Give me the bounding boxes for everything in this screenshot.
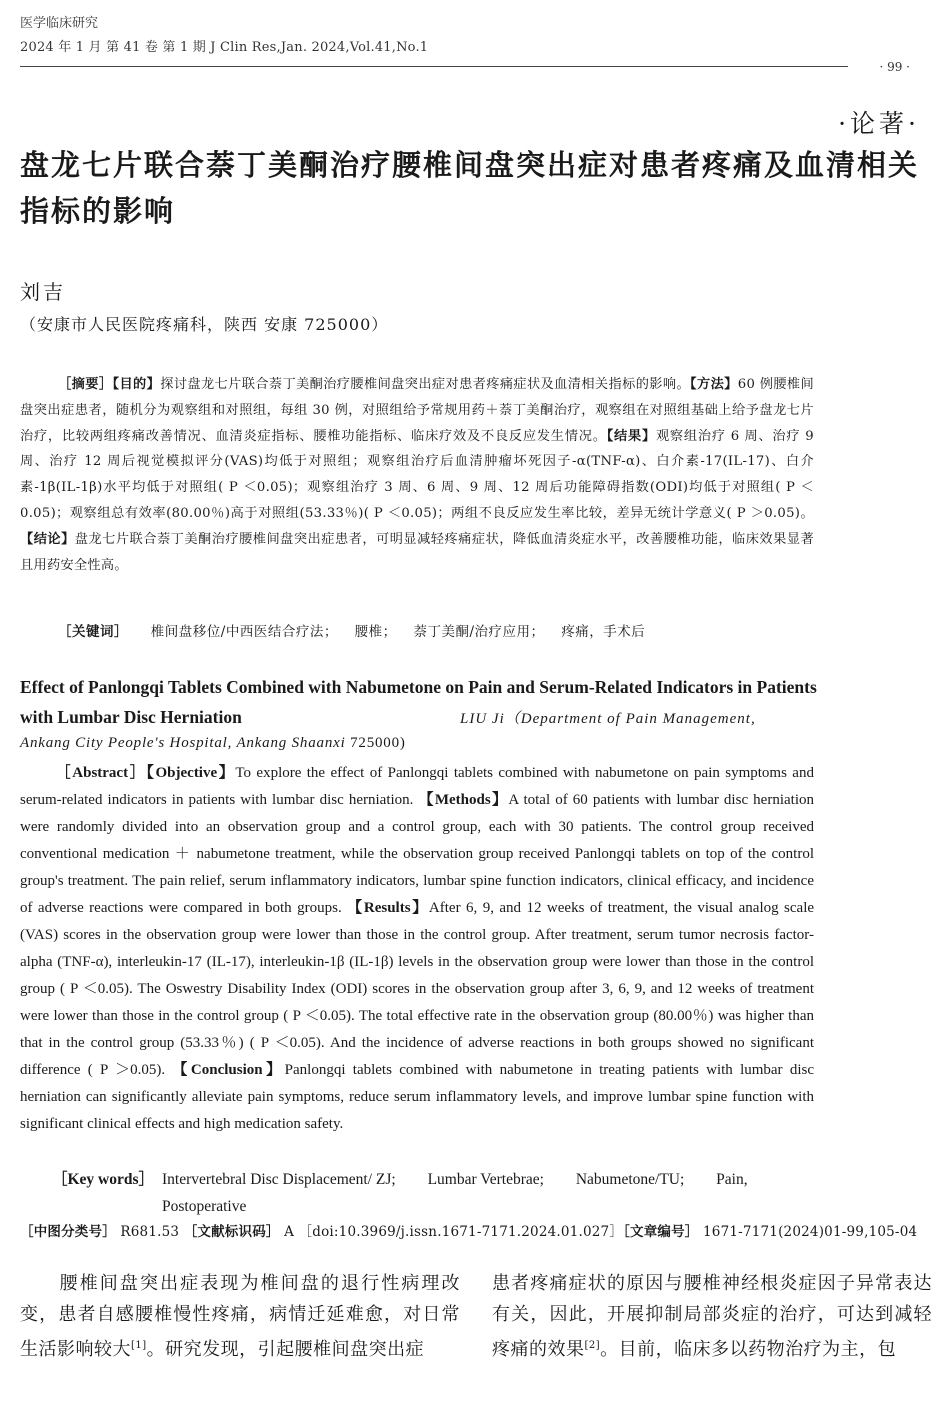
en-methods-text: A total of 60 patients with lumbar disc herniation were randomly divided into an observation group and a control group, each with 30 patients. The control group received conventional medication ＋ nabumetone treatment, while the observation group received Panlongqi tablets on top of the control group's treatment. The pain relief, serum inflammatory indicators, lumbar spine function indicators, clinical efficacy, and incidence of adverse reactions were compared in both groups. [20, 792, 814, 916]
classification-line [20, 1220, 917, 1240]
methods-text: 60 例腰椎间盘突出症患者，随机分为观察组和对照组，每组 30 例，对照组给予常规用药＋萘丁美酮治疗，观察组在对照组基础上给予盘龙七片治疗，比较两组疼痛改善情况、血清炎症指标、腰椎功能指标、临床疗效及不良反应发生情况。 [20, 377, 814, 444]
english-title: Effect of Panlongqi Tablets Combined with Nabumetone on Pain and Serum-Related Indicators in Patients with Lumbar Disc Herniation [20, 677, 817, 727]
citation-ref[interactable]: [1] [131, 1340, 147, 1351]
chinese-keywords [58, 620, 657, 640]
chinese-abstract [20, 372, 814, 578]
english-author: LIU Ji（Department of Pain Management, [460, 711, 756, 727]
results-label: 【结果】 [606, 428, 656, 444]
body-text: 患者疼痛症状的原因与腰椎神经根炎症因子异常表达有关，因此，开展抑制局部炎症的治疗，可达到减轻疼痛的效果 [492, 1273, 932, 1360]
article-title: 盘龙七片联合萘丁美酮治疗腰椎间盘突出症对患者疼痛及血清相关指标的影响 [20, 148, 920, 228]
author: 刘吉 [20, 280, 66, 304]
doi: ［doi:10.3969/j.issn.1671-7171.2024.01.027］ [298, 1224, 624, 1240]
body-text: 。研究发现，引起腰椎间盘突出症 [146, 1339, 425, 1360]
en-keyword-item: Nabumetone/TU; [575, 1171, 685, 1188]
keyword-item: 疼痛，手术后 [561, 624, 646, 640]
en-objective-text: To explore the effect of Panlongqi tablets combined with nabumetone on pain symptoms and serum-related indicators in patients with lumbar disc herniation. [20, 765, 814, 808]
doc-code-value: A [279, 1224, 299, 1240]
en-keywords-label: ［Key words］ [52, 1171, 155, 1188]
en-methods-label: 【Methods】 [418, 792, 509, 808]
objective-label: 【目的】 [112, 377, 161, 392]
en-objective-label: 【Objective】 [146, 765, 236, 781]
body-text: 腰椎间盘突出症表现为椎间盘的退行性病理改变，患者自感腰椎慢性疼痛，病情迁延难愈，对日常生活影响较大 [20, 1273, 460, 1360]
citation-ref[interactable]: [2] [584, 1340, 601, 1351]
clc-value: R681.53 [115, 1224, 184, 1240]
page-number: · 99 · [879, 60, 910, 74]
en-abstract-label: ［Abstract］ [54, 765, 147, 781]
english-postcode: 725000) [345, 735, 406, 751]
conclusion-text: 盘龙七片联合萘丁美酮治疗腰椎间盘突出症患者，可明显减轻疼痛症状，降低血清炎症水平，改善腰椎功能，临床效果显著且用药安全性高。 [20, 531, 814, 573]
article-no-value: 1671-7171(2024)01-99,105-04 [698, 1224, 918, 1240]
en-keyword-item: Pain, Postoperative [162, 1171, 748, 1215]
english-abstract [20, 760, 814, 1138]
article-no-label: ［文章编号］ [623, 1224, 699, 1240]
keyword-item: 萘丁美酮/治疗应用； [413, 624, 545, 640]
header-rule [20, 66, 848, 67]
results-text: 观察组治疗 6 周、治疗 9 周、治疗 12 周后视觉模拟评分(VAS)均低于对照组；观察组治疗后血清肿瘤坏死因子-α(TNF-α)、白介素-17(IL-17)、白介素-1β(IL-1β)水平均低于对照组( P ＜0.05)；观察组治疗 3 周、6 周、9 周、12 周后功能障碍指数(ODI)均低于对照组( P ＜0.05)；观察组总有效率(80.00％)高于对照组(53.33％)( P ＜0.05)；两组不良反应发生率比较，差异无统计学意义( P ＞0.05)。 [20, 428, 814, 521]
body-text: 。目前，临床多以药物治疗为主，包 [600, 1339, 897, 1360]
en-conclusion-label: 【Conclusion】 [172, 1062, 285, 1078]
en-keyword-item: Lumbar Vertebrae; [427, 1171, 544, 1188]
doc-code-label: ［文献标识码］ [183, 1224, 280, 1240]
en-conclusion-text: Panlongqi tablets combined with nabumetone in treating patients with lumbar disc herniation can significantly alleviate pain symptoms, reduce serum inflammatory levels, and improve lumbar spine function with significant clinical effects and high medication safety. [20, 1062, 814, 1132]
conclusion-label: 【结论】 [20, 531, 75, 547]
en-keyword-item: Intervertebral Disc Displacement/ ZJ; [162, 1171, 396, 1188]
affiliation: （安康市人民医院疼痛科，陕西 安康 725000） [20, 315, 389, 334]
english-keywords [52, 1166, 822, 1220]
keyword-item: 椎间盘移位/中西医结合疗法； [150, 624, 338, 640]
objective-text: 探讨盘龙七片联合萘丁美酮治疗腰椎间盘突出症对患者疼痛症状及血清相关指标的影响。 [160, 377, 691, 392]
abstract-label: ［摘要］ [58, 377, 113, 392]
english-affiliation-name: Ankang City People's Hospital, Ankang Shaanxi [20, 735, 346, 751]
body-column-left [20, 1268, 460, 1365]
journal-issue-info: 2024 年 1 月 第 41 卷 第 1 期 J Clin Res,Jan. 2024,Vol.41,No.1 [20, 40, 429, 55]
column-tag: ·论著· [838, 109, 920, 138]
methods-label: 【方法】 [690, 377, 738, 392]
keyword-item: 腰椎； [354, 624, 397, 640]
clc-label: ［中图分类号］ [20, 1224, 116, 1240]
en-results-label: 【Results】 [347, 900, 429, 916]
body-column-right [492, 1268, 932, 1365]
keywords-label: ［关键词］ [58, 624, 128, 640]
english-affiliation [20, 735, 406, 752]
en-results-text: After 6, 9, and 12 weeks of treatment, the visual analog scale (VAS) scores in the observation group were lower than those in the control group. After treatment, serum tumor necrosis factor-alpha (TNF-α), interleukin-17 (IL-17), interleukin-1β (IL-1β) levels in the observation group were lower than those in the control group ( P ＜0.05). The Oswestry Disability Index (ODI) scores in the observation group after 3, 6, 9, and 12 weeks of treatment were lower than those in the control group ( P ＜0.05). The total effective rate in the observation group (80.00％) was higher than that in the control group (53.33％) ( P ＜0.05). And the incidence of adverse reactions in both groups showed no significant difference ( P ＞0.05). [20, 900, 815, 1078]
journal-name: 医学临床研究 [20, 16, 99, 31]
